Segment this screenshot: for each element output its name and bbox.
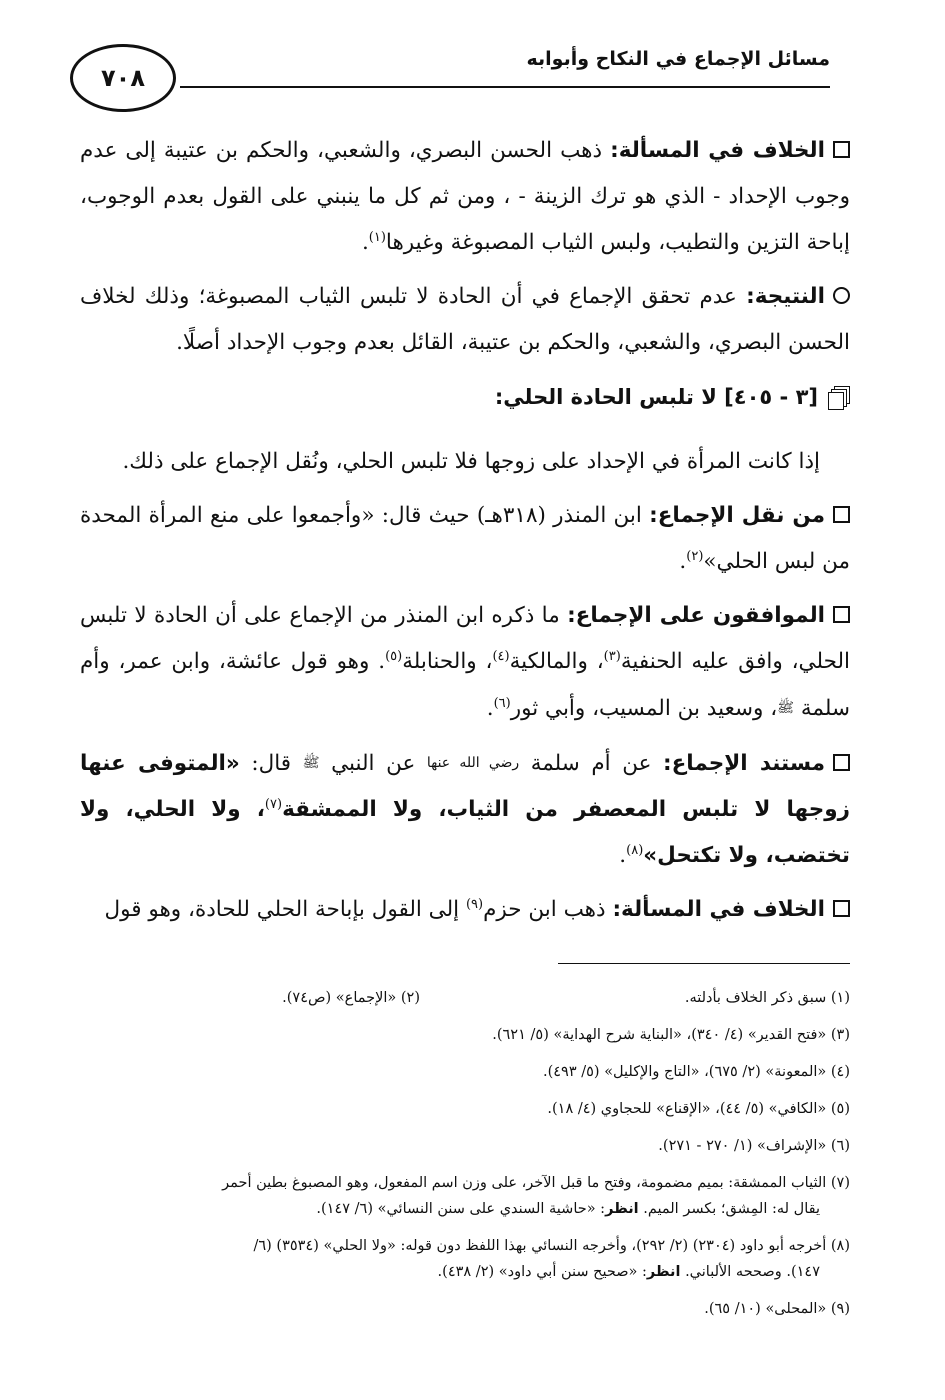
issue-title: [٣ - ٤٠٥] لا تلبس الحادة الحلي:	[494, 385, 818, 409]
documents-icon	[828, 386, 850, 408]
header-rule	[180, 86, 830, 88]
paragraph-disagreement-2: الخلاف في المسألة: ذهب ابن حزم$^{(٩)}$ إلى القول بإباحة الحلي للحادة، وهو قول	[80, 887, 850, 933]
footnote-ref[interactable]: (٩)	[465, 896, 484, 912]
honorific-glyph: ﷺ	[777, 700, 795, 716]
footnote-3: (٣) «فتح القدير» (٤/ ٣٤٠)، «البناية شرح الهداية» (٥/ ٦٢١).	[492, 1027, 850, 1043]
paragraph-result: النتيجة: عدم تحقق الإجماع في أن الحادة لا تلبس الثياب المصبوغة؛ وذلك لخلاف الحسن البصري، والشعبي، والحكم بن عتيبة، القائل بعدم وجوب الإحداد أصلًا.	[80, 284, 850, 355]
footnotes	[80, 985, 850, 1333]
honorific-glyph: ﷺ	[302, 755, 320, 771]
paragraph-intro: إذا كانت المرأة في الإحداد على زوجها فلا تلبس الحلي، ونُقل الإجماع على ذلك.	[122, 449, 820, 474]
hadith-quote: «المتوفى عنها زوجها لا تلبس المعصفر من الثياب، ولا الممشقة	[80, 751, 850, 822]
paragraph-label: من نقل الإجماع:	[649, 503, 826, 528]
footnote-ref[interactable]: (١)	[368, 229, 386, 245]
footnote-ref[interactable]: (٢)	[686, 548, 704, 564]
footnote-ref[interactable]: (٣)	[603, 648, 621, 664]
square-bullet-icon	[833, 506, 850, 523]
main-text	[80, 128, 850, 941]
paragraph-transmitter: من نقل الإجماع: ابن المنذر (٣١٨هـ) حيث قال: «وأجمعوا على منع المرأة المحدة من لبس الحلي»$^{(٢)}$.	[80, 503, 850, 574]
hadith-quote: ، ولا الحلي، ولا تختضب، ولا تكتحل»	[80, 797, 850, 868]
square-bullet-icon	[833, 754, 850, 771]
circle-bullet-icon	[833, 287, 850, 304]
footnote-4: (٤) «المعونة» (٢/ ٦٧٥)، «التاج والإكليل» (٥/ ٤٩٣).	[542, 1064, 850, 1080]
footnote-ref[interactable]: (٤)	[492, 648, 510, 664]
footnote-separator	[558, 963, 850, 964]
paragraph-agreeing: الموافقون على الإجماع: ما ذكره ابن المنذر من الإجماع على أن الحادة لا تلبس الحلي، وافق عليه الحنفية$^{(٣)}$، والمالكية$^{(٤)}$، والحنابلة$^{(٥)}$. وهو قول عائشة، وابن عمر، وأم سلمة ﷺ، وسعيد بن المسيب، وأبي ثور$^{(٦)}$.	[80, 603, 850, 721]
footnote-1: (١) سبق ذكر الخلاف بأدلته.	[684, 990, 850, 1006]
paragraph-label: مستند الإجماع:	[662, 751, 826, 776]
paragraph-disagreement: الخلاف في المسألة: ذهب الحسن البصري، والشعبي، والحكم بن عتيبة إلى عدم وجوب الإحداد - الذي هو ترك الزينة - ، ومن ثم كل ما ينبني على القول بعدم الوجوب، إباحة التزين والتطيب، ولبس الثياب المصبوغة وغيرها$^{(١)}$.	[80, 138, 850, 255]
paragraph-label: النتيجة:	[746, 284, 825, 309]
square-bullet-icon	[833, 606, 850, 623]
page-header	[70, 40, 860, 110]
square-bullet-icon	[833, 141, 850, 158]
footnote-ref[interactable]: (٦)	[493, 695, 511, 711]
paragraph-evidence: مستند الإجماع: عن أم سلمة رضي الله عنها عن النبي ﷺ قال: «المتوفى عنها زوجها لا تلبس المعصفر من الثياب، ولا الممشقة$^{(٧)}$، ولا الحلي، ولا تختضب، ولا تكتحل»$^{(٨)}$.	[80, 751, 850, 868]
footnote-6: (٦) «الإشراف» (١/ ٢٧٠ - ٢٧١).	[658, 1138, 850, 1154]
page-number: ٧٠٨	[70, 44, 176, 112]
footnote-8: (٨) أخرجه أبو داود (٢٣٠٤) (٢/ ٢٩٢)، وأخرجه النسائي بهذا اللفظ دون قوله: «ولا الحلي» (٣٥٣٤) (٦/ ١٤٧). وصححه الألباني. انظر: «صحيح سنن أبي داود» (٢/ ٤٣٨).	[253, 1238, 850, 1280]
running-title: مسائل الإجماع في النكاح وأبوابه	[526, 48, 830, 70]
footnote-7: (٧) الثياب الممشقة: بميم مضمومة، وفتح ما قبل الآخر، على وزن اسم المفعول، وهو المصبوغ بطين أحمر يقال له: المِشق؛ بكسر الميم. انظر: «حاشية السندي على سنن النسائي» (٦/ ١٤٧).	[222, 1175, 850, 1217]
paragraph-label: الموافقون على الإجماع:	[567, 603, 826, 628]
footnote-5: (٥) «الكافي» (٥/ ٤٤)، «الإقناع» للحجاوي (٤/ ١٨).	[547, 1101, 850, 1117]
paragraph-label: الخلاف في المسألة:	[610, 138, 825, 163]
footnote-ref[interactable]: (٧)	[264, 796, 283, 812]
footnote-9: (٩) «المحلى» (١٠/ ٦٥).	[704, 1301, 850, 1317]
footnote-ref[interactable]: (٨)	[626, 842, 644, 858]
footnote-ref[interactable]: (٥)	[385, 648, 403, 664]
footnote-2: (٢) «الإجماع» (ص٧٤).	[282, 990, 420, 1006]
honorific-glyph: رضي الله عنها	[426, 755, 520, 771]
footnote-row	[80, 985, 850, 1011]
square-bullet-icon	[833, 900, 850, 917]
paragraph-label: الخلاف في المسألة:	[612, 897, 825, 922]
issue-heading	[80, 374, 850, 421]
